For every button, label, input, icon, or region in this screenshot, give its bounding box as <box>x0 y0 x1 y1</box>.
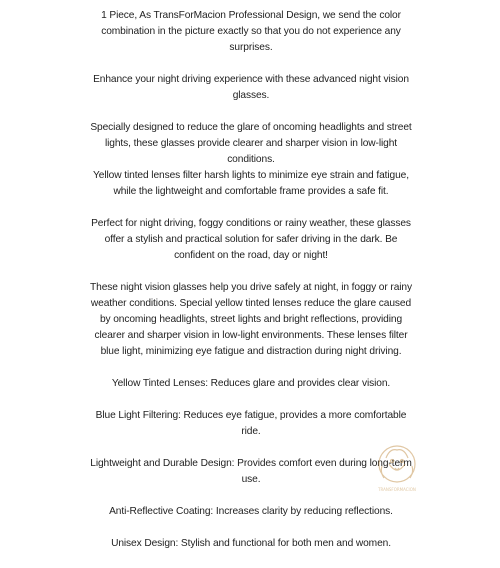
watermark-text: TRANSFORMACION <box>378 487 416 492</box>
feature-lightweight: Lightweight and Durable Design: Provides comfort even during long-term use. <box>90 458 412 485</box>
feature-unisex: Unisex Design: Stylish and functional for both men and women. <box>111 538 391 549</box>
glare-paragraph: Specially designed to reduce the glare of oncoming headlights and street lights, these glasses provide clearer and sharper vision in low-light conditions. <box>90 122 412 165</box>
yellow-lenses-paragraph: Yellow tinted lenses filter harsh lights to minimize eye strain and fatigue, while the lightweight and comfortable frame provides a safe fit. <box>93 170 409 197</box>
feature-blue-light: Blue Light Filtering: Reduces eye fatigue, provides a more comfortable ride. <box>95 410 407 437</box>
perfect-for-paragraph: Perfect for night driving, foggy conditions or rainy weather, these glasses offer a stylish and practical solution for safer driving in the dark. Be confident on the road, day or night! <box>91 218 411 261</box>
enhance-paragraph: Enhance your night driving experience with these advanced night vision glasses. <box>93 74 409 101</box>
safety-paragraph: These night vision glasses help you drive safely at night, in foggy or rainy weather conditions. Special yellow tinted lenses reduce the glare caused by oncoming headlights, street lights and bright reflections, providing clearer and sharper vision in low-light environments. These lenses filter blue light, minimizing eye fatigue and distraction during night driving. <box>90 282 412 357</box>
intro-paragraph: 1 Piece, As TransForMacion Professional Design, we send the color combination in the picture exactly so that you do not experience any surprises. <box>101 10 401 53</box>
feature-yellow-tinted: Yellow Tinted Lenses: Reduces glare and provides clear vision. <box>111 378 391 389</box>
lion-watermark-icon <box>372 442 422 486</box>
feature-anti-reflective: Anti-Reflective Coating: Increases clarity by reducing reflections. <box>109 506 393 517</box>
product-description <box>90 8 412 568</box>
brand-logo <box>372 442 422 492</box>
